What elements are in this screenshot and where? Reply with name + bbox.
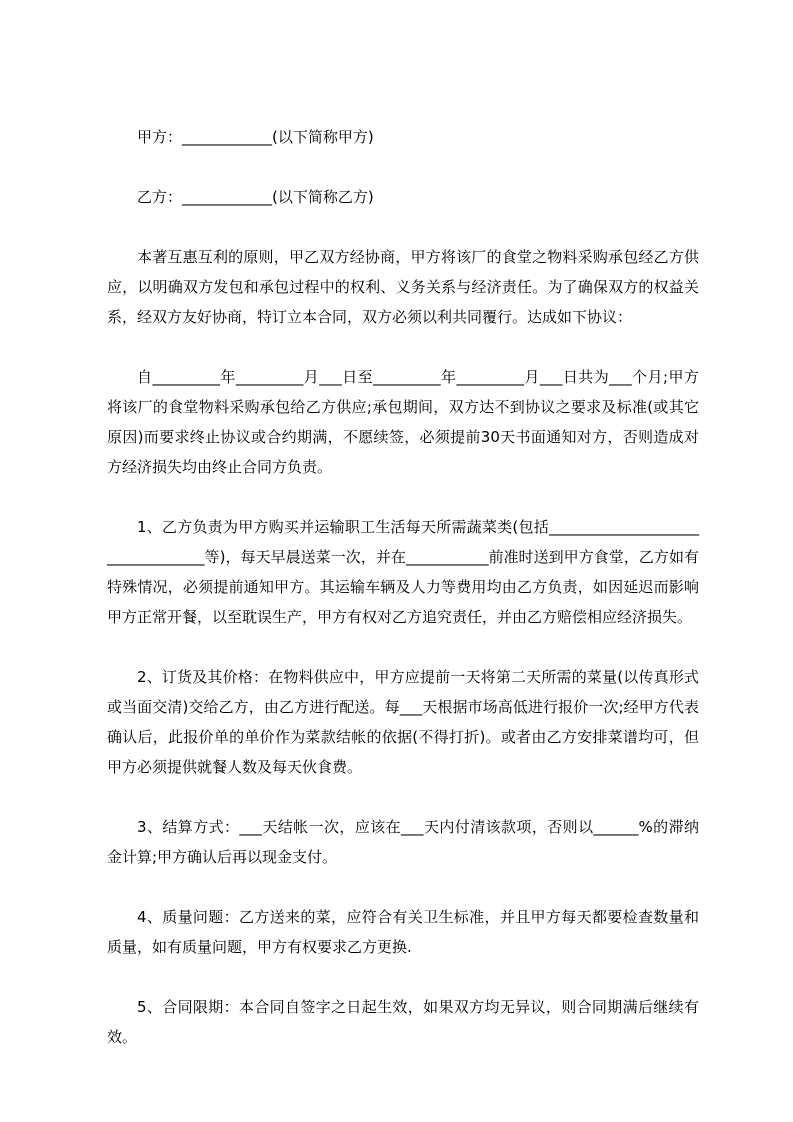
party-b-line: 乙方：____________(以下简称乙方) [137,188,374,206]
clause-1-paragraph: 1、乙方负责为甲方购买并运输职工生活每天所需蔬菜类(包括_________________________________等)，每天早晨送菜一次，并在___________前准时送到甲方食堂，乙方如有特殊情况，必须提前通知甲方。其运输车辆及人力等费用均由乙方负责，如因延迟而影响甲方正常开餐，以至耽误生产，甲方有权对乙方追究责任，并由乙方赔偿相应经济损失。 [107,518,699,626]
term-paragraph: 自_________年_________月___日至_________年_________月___日共为___个月;甲方将该厂的食堂物料采购承包给乙方供应;承包期间，双方达不到协议之要求及标准(或其它原因)而要求终止协议或合约期满，不愿续签，必须提前30天书面通知对方，否则造成对方经济损失均由终止合同方负责。 [107,368,699,476]
clause-2-paragraph: 2、订货及其价格：在物料供应中，甲方应提前一天将第二天所需的菜量(以传真形式或当面交清)交给乙方，由乙方进行配送。每___天根据市场高低进行报价一次;经甲方代表确认后，此报价单的单价作为菜款结帐的依据(不得打折)。或者由乙方安排菜谱均可，但甲方必须提供就餐人数及每天伙食费。 [107,668,699,776]
clause-5-paragraph: 5、合同限期：本合同自签字之日起生效，如果双方均无异议，则合同期满后继续有效。 [107,998,699,1046]
intro-paragraph: 本著互惠互利的原则，甲乙双方经协商，甲方将该厂的食堂之物料采购承包经乙方供应，以明确双方发包和承包过程中的权利、义务关系与经济责任。为了确保双方的权益关系，经双方友好协商，特订立本合同，双方必须以利共同覆行。达成如下协议： [107,248,699,326]
clause-3-paragraph: 3、结算方式：___天结帐一次，应该在___天内付清该款项，否则以______%的滞纳金计算;甲方确认后再以现金支付。 [107,818,699,866]
clause-4-paragraph: 4、质量问题：乙方送来的菜，应符合有关卫生标准，并且甲方每天都要检查数量和质量，如有质量问题，甲方有权要求乙方更换. [107,908,699,956]
contract-page [107,122,699,1082]
party-a-line: 甲方：____________(以下简称甲方) [137,128,374,146]
